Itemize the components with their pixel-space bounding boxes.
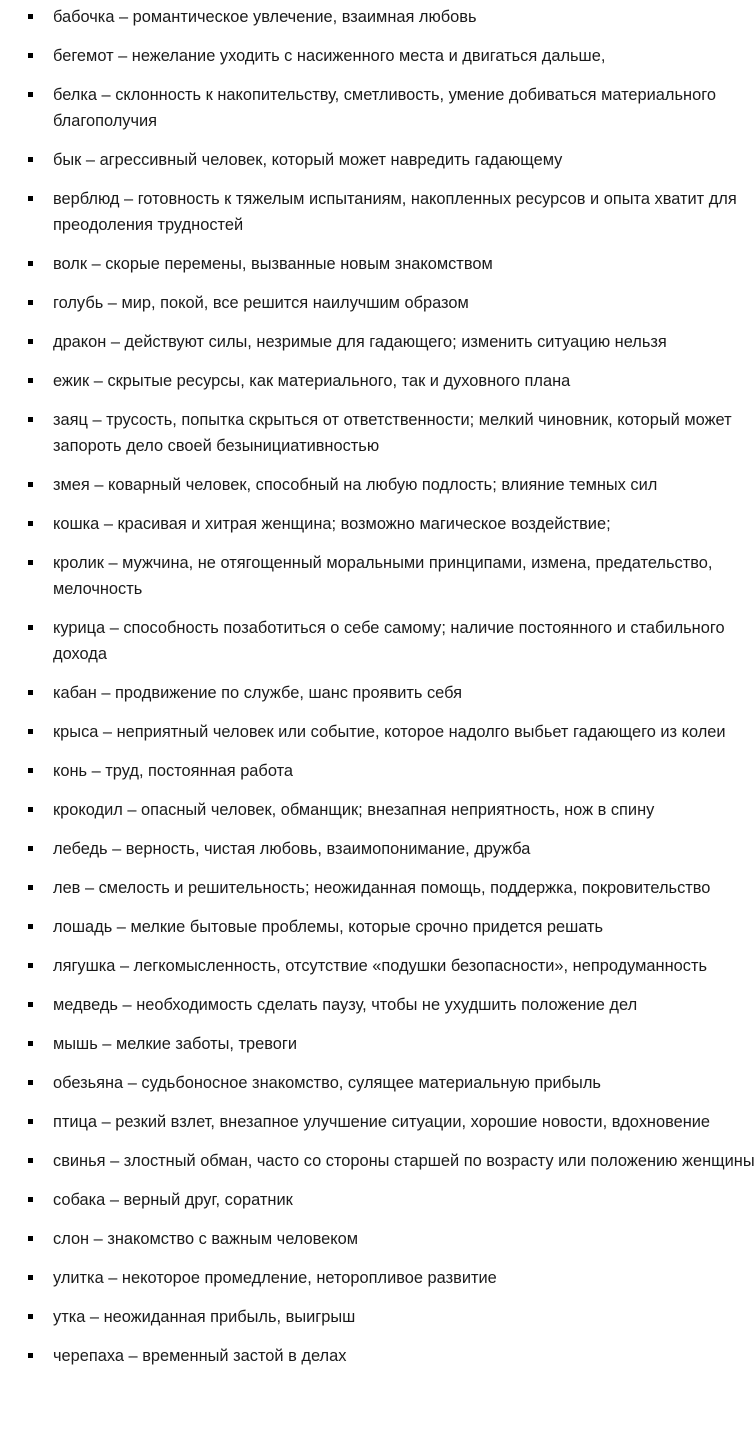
list-item [0,251,756,277]
list-item-text: заяц – трусость, попытка скрыться от ответственности; мелкий чиновник, который может запороть дело своей безынициативностью [53,411,732,455]
list-item-text: лошадь – мелкие бытовые проблемы, которые срочно придется решать [53,918,604,936]
list-item [0,797,756,823]
bullet-icon [28,729,33,734]
list-item-text: крокодил – опасный человек, обманщик; внезапная неприятность, нож в спину [53,801,655,819]
list-item [0,82,756,134]
list-item-text: голубь – мир, покой, все решится наилучшим образом [53,294,469,312]
list-item [0,914,756,940]
bullet-icon [28,157,33,162]
bullet-icon [28,625,33,630]
list-item [0,953,756,979]
list-item-text: собака – верный друг, соратник [53,1191,293,1209]
list-item [0,290,756,316]
list-item-text: ежик – скрытые ресурсы, как материального, так и духовного плана [53,372,571,390]
list-item [0,1070,756,1096]
bullet-icon [28,378,33,383]
list-item-text: кошка – красивая и хитрая женщина; возможно магическое воздействие; [53,515,611,533]
list-item [0,550,756,602]
list-item-text: волк – скорые перемены, вызванные новым знакомством [53,255,493,273]
list-item-text: лев – смелость и решительность; неожиданная помощь, поддержка, покровительство [53,879,711,897]
list-item-text: свинья – злостный обман, часто со стороны старшей по возрасту или положению женщины [53,1152,755,1170]
list-item [0,511,756,537]
list-item-text: лебедь – верность, чистая любовь, взаимопонимание, дружба [53,840,531,858]
list-item-text: кабан – продвижение по службе, шанс проявить себя [53,684,462,702]
list-item [0,1226,756,1252]
bullet-icon [28,1353,33,1358]
bullet-icon [28,1236,33,1241]
list-item [0,875,756,901]
list-item [0,1109,756,1135]
list-item [0,719,756,745]
bullet-icon [28,196,33,201]
bullet-icon [28,560,33,565]
list-item-text: улитка – некоторое промедление, неторопливое развитие [53,1269,497,1287]
bullet-icon [28,1275,33,1280]
bullet-icon [28,1314,33,1319]
list-item-text: медведь – необходимость сделать паузу, чтобы не ухудшить положение дел [53,996,638,1014]
bullet-icon [28,339,33,344]
list-item [0,680,756,706]
list-item [0,615,756,667]
list-item [0,1304,756,1330]
bullet-icon [28,14,33,19]
list-item-text: верблюд – готовность к тяжелым испытаниям, накопленных ресурсов и опыта хватит для преодоления трудностей [53,190,737,234]
list-item [0,758,756,784]
bullet-icon [28,1119,33,1124]
list-item [0,836,756,862]
list-item-text: змея – коварный человек, способный на любую подлость; влияние темных сил [53,476,658,494]
list-item [0,1148,756,1174]
list-item [0,186,756,238]
bullet-icon [28,1002,33,1007]
bullet-icon [28,482,33,487]
bullet-icon [28,924,33,929]
bullet-icon [28,885,33,890]
list-item [0,368,756,394]
list-item-text: конь – труд, постоянная работа [53,762,294,780]
list-item [0,147,756,173]
list-item [0,43,756,69]
list-item-text: лягушка – легкомысленность, отсутствие «подушки безопасности», непродуманность [53,957,707,975]
list-item [0,1265,756,1291]
bullet-icon [28,92,33,97]
list-item [0,1343,756,1369]
bullet-icon [28,1041,33,1046]
bullet-icon [28,690,33,695]
list-item [0,1031,756,1057]
bullet-icon [28,1197,33,1202]
list-item-text: слон – знакомство с важным человеком [53,1230,359,1248]
bullet-icon [28,1158,33,1163]
list-item-text: крыса – неприятный человек или событие, которое надолго выбьет гадающего из колеи [53,723,726,741]
list-item-text: бегемот – нежелание уходить с насиженного места и двигаться дальше, [53,47,606,65]
list-item-text: черепаха – временный застой в делах [53,1347,347,1365]
list-item-text: птица – резкий взлет, внезапное улучшение ситуации, хорошие новости, вдохновение [53,1113,711,1131]
bullet-icon [28,300,33,305]
list-item [0,992,756,1018]
list-item-text: курица – способность позаботиться о себе самому; наличие постоянного и стабильного дохода [53,619,725,663]
list-item [0,329,756,355]
list-item-text: бабочка – романтическое увлечение, взаимная любовь [53,8,477,26]
bullet-icon [28,846,33,851]
list-item [0,407,756,459]
list-item-text: обезьяна – судьбоносное знакомство, сулящее материальную прибыль [53,1074,601,1092]
list-item-text: дракон – действуют силы, незримые для гадающего; изменить ситуацию нельзя [53,333,667,351]
bullet-icon [28,807,33,812]
list-item-text: кролик – мужчина, не отягощенный моральными принципами, измена, предательство, мелочность [53,554,713,598]
bullet-icon [28,768,33,773]
bullet-icon [28,261,33,266]
bullet-icon [28,1080,33,1085]
list-item [0,472,756,498]
bullet-icon [28,521,33,526]
list-item-text: мышь – мелкие заботы, тревоги [53,1035,298,1053]
list-item-text: утка – неожиданная прибыль, выигрыш [53,1308,356,1326]
list-item-text: бык – агрессивный человек, который может навредить гадающему [53,151,563,169]
list-item [0,4,756,30]
dream-symbol-list [0,4,756,1382]
list-item [0,1187,756,1213]
list-item-text: белка – склонность к накопительству, сметливость, умение добиваться материального благополучия [53,86,716,130]
bullet-icon [28,963,33,968]
bullet-icon [28,417,33,422]
bullet-icon [28,53,33,58]
